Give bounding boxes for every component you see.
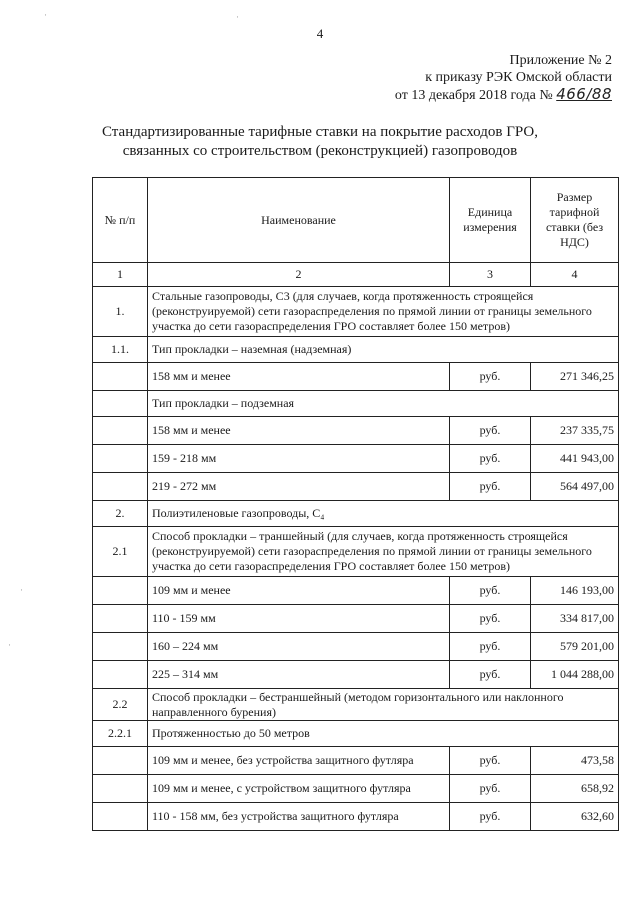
header-unit: Единица измерения xyxy=(450,178,531,263)
table-row xyxy=(93,391,619,417)
row-num xyxy=(93,391,148,417)
row-name: 158 мм и менее xyxy=(148,417,450,445)
row-value: 1 044 288,00 xyxy=(531,661,619,689)
appendix-line-2: к приказу РЭК Омской области xyxy=(425,70,612,85)
header-num: № п/п xyxy=(93,178,148,263)
row-name: Тип прокладки – наземная (надземная) xyxy=(148,337,619,363)
row-name: Тип прокладки – подземная xyxy=(148,391,619,417)
table-row xyxy=(93,577,619,605)
row-num xyxy=(93,803,148,831)
column-number: 4 xyxy=(531,263,619,287)
header-rate: Размер тарифной ставки (без НДС) xyxy=(531,178,619,263)
row-name: 225 – 314 мм xyxy=(148,661,450,689)
column-number: 1 xyxy=(93,263,148,287)
row-num: 2.1 xyxy=(93,527,148,577)
row-value: 632,60 xyxy=(531,803,619,831)
row-num xyxy=(93,633,148,661)
row-name: 159 - 218 мм xyxy=(148,445,450,473)
row-value: 473,58 xyxy=(531,747,619,775)
column-number: 3 xyxy=(450,263,531,287)
row-name: 158 мм и менее xyxy=(148,363,450,391)
scan-speck: · xyxy=(8,640,11,650)
table-row xyxy=(93,527,619,577)
row-num xyxy=(93,363,148,391)
table-row xyxy=(93,337,619,363)
appendix-line-1: Приложение № 2 xyxy=(509,53,612,68)
row-unit: руб. xyxy=(450,577,531,605)
row-num xyxy=(93,605,148,633)
row-num xyxy=(93,473,148,501)
table-row xyxy=(93,803,619,831)
row-unit: руб. xyxy=(450,417,531,445)
row-name: Способ прокладки – бестраншейный (методом горизонтального или наклонного направленного бурения) xyxy=(148,689,619,721)
table-row xyxy=(93,775,619,803)
row-value: 237 335,75 xyxy=(531,417,619,445)
row-unit: руб. xyxy=(450,363,531,391)
row-num xyxy=(93,417,148,445)
row-name: Полиэтиленовые газопроводы, С₄ xyxy=(148,501,619,527)
tariff-table xyxy=(92,177,619,831)
scan-speck: · xyxy=(20,585,23,595)
row-name: 109 мм и менее xyxy=(148,577,450,605)
row-name: Протяженностью до 50 метров xyxy=(148,721,619,747)
row-unit: руб. xyxy=(450,747,531,775)
table-row xyxy=(93,363,619,391)
appendix-line-3 xyxy=(395,86,612,104)
row-num xyxy=(93,775,148,803)
table-row xyxy=(93,747,619,775)
row-num xyxy=(93,661,148,689)
row-value: 564 497,00 xyxy=(531,473,619,501)
row-num xyxy=(93,747,148,775)
row-num xyxy=(93,445,148,473)
table-row xyxy=(93,473,619,501)
row-name: 109 мм и менее, с устройством защитного футляра xyxy=(148,775,450,803)
order-date: от 13 декабря 2018 года № xyxy=(394,88,553,103)
page-number: 4 xyxy=(316,26,324,41)
table-row xyxy=(93,445,619,473)
row-num: 2. xyxy=(93,501,148,527)
row-value: 579 201,00 xyxy=(531,633,619,661)
row-unit: руб. xyxy=(450,775,531,803)
row-value: 146 193,00 xyxy=(531,577,619,605)
row-name: 110 - 159 мм xyxy=(148,605,450,633)
row-name: 110 - 158 мм, без устройства защитного футляра xyxy=(148,803,450,831)
table-header-row xyxy=(93,178,619,263)
row-name: Стальные газопроводы, С3 (для случаев, когда протяженность строящейся (реконструируемой) сети газораспределения по прямой линии от границы земельного участка до сети газораспределения ГРО составляет более 150 метров) xyxy=(148,287,619,337)
column-number: 2 xyxy=(148,263,450,287)
row-unit: руб. xyxy=(450,803,531,831)
scan-speck: · xyxy=(236,12,239,22)
row-num: 2.2 xyxy=(93,689,148,721)
table-row xyxy=(93,633,619,661)
row-num: 2.2.1 xyxy=(93,721,148,747)
row-value: 334 817,00 xyxy=(531,605,619,633)
table-row xyxy=(93,689,619,721)
row-unit: руб. xyxy=(450,633,531,661)
column-numbers-row xyxy=(93,263,619,287)
row-value: 441 943,00 xyxy=(531,445,619,473)
appendix-block xyxy=(395,52,612,104)
order-number-handwritten: 466/88 xyxy=(556,85,612,103)
row-name: 109 мм и менее, без устройства защитного футляра xyxy=(148,747,450,775)
header-name: Наименование xyxy=(148,178,450,263)
title-line-2: связанных со строительством (реконструкцией) газопроводов xyxy=(122,143,518,159)
row-num: 1. xyxy=(93,287,148,337)
row-unit: руб. xyxy=(450,445,531,473)
scan-speck: · xyxy=(44,10,47,20)
row-num xyxy=(93,577,148,605)
row-name: Способ прокладки – траншейный (для случаев, когда протяженность строящейся (реконструируемой) сети газораспределения по прямой линии от границы земельного участка до сети газораспределения ГРО составляет более 150 метров) xyxy=(148,527,619,577)
row-name: 219 - 272 мм xyxy=(148,473,450,501)
table-row xyxy=(93,287,619,337)
document-title xyxy=(0,123,640,161)
table-row xyxy=(93,661,619,689)
row-value: 658,92 xyxy=(531,775,619,803)
table-row xyxy=(93,605,619,633)
title-line-1: Стандартизированные тарифные ставки на покрытие расходов ГРО, xyxy=(102,124,538,140)
row-num: 1.1. xyxy=(93,337,148,363)
row-name: 160 – 224 мм xyxy=(148,633,450,661)
row-unit: руб. xyxy=(450,661,531,689)
table-row xyxy=(93,417,619,445)
table-row xyxy=(93,721,619,747)
row-unit: руб. xyxy=(450,473,531,501)
table-row xyxy=(93,501,619,527)
row-unit: руб. xyxy=(450,605,531,633)
row-value: 271 346,25 xyxy=(531,363,619,391)
